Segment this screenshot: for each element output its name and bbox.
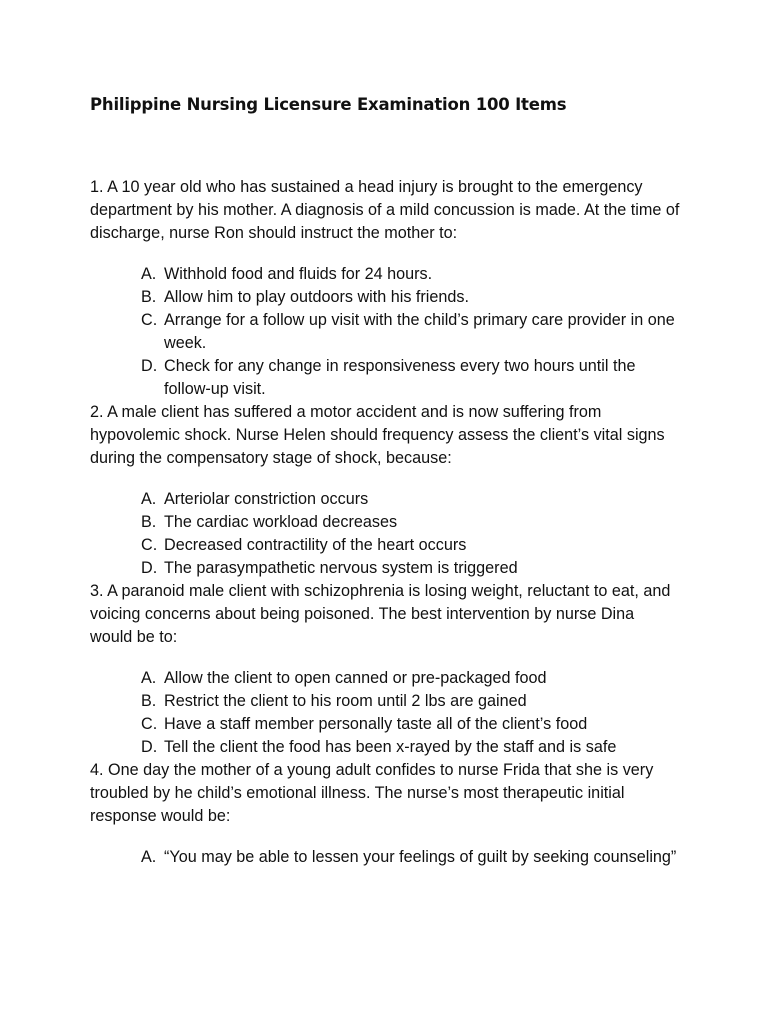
option-d <box>90 355 680 401</box>
option-text: Restrict the client to his room until 2 lbs are gained <box>164 692 527 710</box>
option-list <box>90 846 680 869</box>
option-b <box>90 511 680 534</box>
option-a <box>90 488 680 511</box>
question-text: 3. A paranoid male client with schizophrenia is losing weight, reluctant to eat, and voicing concerns about being poisoned. The best intervention by nurse Dina would be to: <box>90 582 671 646</box>
option-letter: D. <box>141 559 158 577</box>
option-letter: C. <box>141 311 158 329</box>
option-letter: A. <box>141 669 157 687</box>
option-letter: A. <box>141 848 157 866</box>
option-letter: A. <box>141 490 157 508</box>
option-letter: D. <box>141 357 158 375</box>
option-text: The cardiac workload decreases <box>164 513 398 531</box>
option-text: Check for any change in responsiveness every two hours until the follow-up visit. <box>164 357 636 398</box>
option-d <box>90 557 680 580</box>
option-c <box>90 534 680 557</box>
option-list <box>90 263 680 401</box>
option-letter: C. <box>141 536 158 554</box>
option-letter: B. <box>141 288 157 306</box>
option-a <box>90 846 680 869</box>
option-text: Allow the client to open canned or pre-packaged food <box>164 669 547 687</box>
option-letter: A. <box>141 265 157 283</box>
option-c <box>90 713 680 736</box>
option-text: Arrange for a follow up visit with the child’s primary care provider in one week. <box>164 311 675 352</box>
option-text: The parasympathetic nervous system is triggered <box>164 559 518 577</box>
option-text: Allow him to play outdoors with his friends. <box>164 288 470 306</box>
question-list <box>90 176 680 869</box>
question-text: 2. A male client has suffered a motor accident and is now suffering from hypovolemic shock. Nurse Helen should frequency assess the client’s vital signs during the compensatory stage of shock, because: <box>90 403 665 467</box>
question-4 <box>90 759 680 869</box>
question-text: 1. A 10 year old who has sustained a head injury is brought to the emergency department by his mother. A diagnosis of a mild concussion is made. At the time of discharge, nurse Ron should instruct the mother to: <box>90 178 680 242</box>
option-text: “You may be able to lessen your feelings of guilt by seeking counseling” <box>164 848 677 866</box>
option-letter: B. <box>141 513 157 531</box>
option-b <box>90 690 680 713</box>
page-title: Philippine Nursing Licensure Examination 100 Items <box>90 95 567 114</box>
question-text: 4. One day the mother of a young adult confides to nurse Frida that she is very troubled by he child’s emotional illness. The nurse’s most therapeutic initial response would be: <box>90 761 654 825</box>
option-d <box>90 736 680 759</box>
option-letter: D. <box>141 738 158 756</box>
option-letter: B. <box>141 692 157 710</box>
option-text: Withhold food and fluids for 24 hours. <box>164 265 433 283</box>
option-text: Decreased contractility of the heart occurs <box>164 536 467 554</box>
option-list <box>90 488 680 580</box>
question-2 <box>90 401 680 580</box>
question-3 <box>90 580 680 759</box>
option-a <box>90 667 680 690</box>
question-1 <box>90 176 680 401</box>
option-list <box>90 667 680 759</box>
option-b <box>90 286 680 309</box>
option-a <box>90 263 680 286</box>
option-text: Arteriolar constriction occurs <box>164 490 369 508</box>
option-text: Tell the client the food has been x-rayed by the staff and is safe <box>164 738 617 756</box>
option-c <box>90 309 680 355</box>
option-letter: C. <box>141 715 158 733</box>
option-text: Have a staff member personally taste all of the client’s food <box>164 715 588 733</box>
